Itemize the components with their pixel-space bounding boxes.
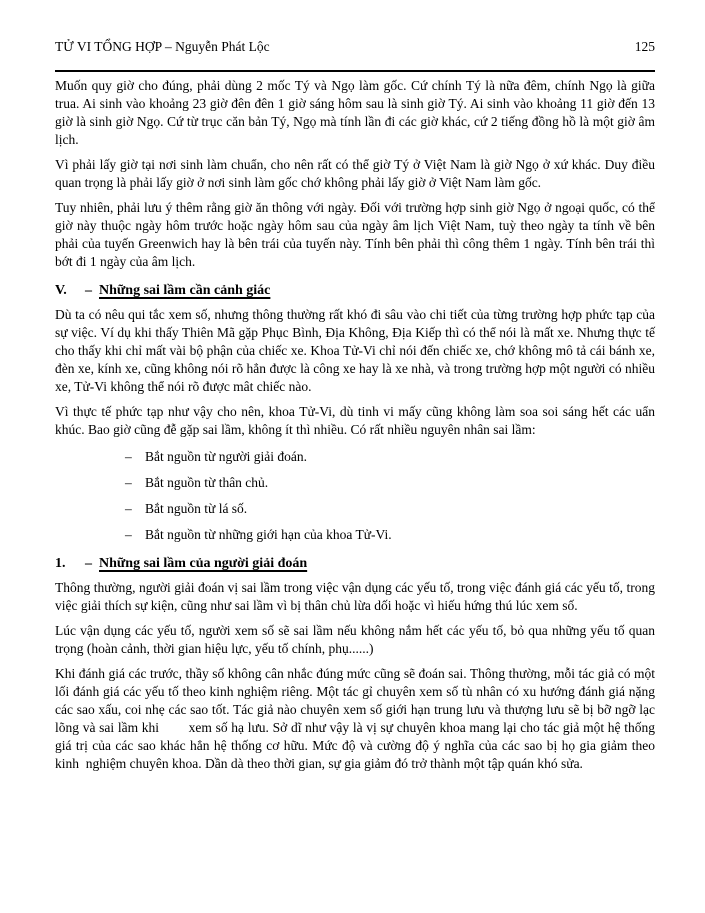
paragraph-qui-tac-xem-so: Dù ta có nêu qui tắc xem số, nhưng thông thường rất khó đi sâu vào chi tiết của từng trường hợp phức tạp của sự việc. Ví dụ khi thấy Thiên Mã gặp Phục Bình, Địa Không, Địa Kiếp thì có thể nói là mất xe. Nhưng thực tế cho thấy khi chỉ mất vài bộ phận của chiếc xe. Khoa Tử-Vi chỉ nói đến chiếc xe, chớ không mô tả cái bánh xe, đèn xe, kính xe, cũng không nói rõ hẳn được là công xe hay là xe nhà, và trong trường hợp một người có nhiều xe, Tử-Vi không thể nói rõ được mât chiếc nào. [55, 307, 655, 394]
bullet-text: Bắt nguồn từ lá số. [145, 501, 248, 516]
bullet-dash-icon: – [125, 527, 132, 542]
section-heading-1 [55, 555, 655, 573]
heading-title: Những sai lầm của người giải đoán [99, 556, 308, 571]
section-heading-v [55, 282, 655, 300]
paragraph-quy-gio: Muốn quy giờ cho đúng, phải dùng 2 mốc Tý và Ngọ làm gốc. Cứ chính Tý là nữa đêm, chính Ngọ là giữa trua. Ai sinh vào khoảng 23 giờ đên đên 1 giờ sáng hôm sau là sinh giờ Tý. Ai sinh vào khoảng 11 giờ đến 13 giờ là sinh giờ Ngọ. Cứ từ trục căn bản Tý, Ngọ mà tính lần đi các giờ khác, cứ 2 tiếng đồng hồ là một giờ âm lịch. [55, 78, 655, 147]
list-item [125, 526, 655, 544]
heading-dash: – [85, 283, 92, 298]
bullet-text: Bắt nguồn từ những giới hạn của khoa Tử-Vi. [145, 527, 392, 542]
heading-number: V. [55, 283, 67, 298]
bullet-text: Bắt nguồn từ người giải đoán. [145, 449, 308, 464]
book-title: TỬ VI TỔNG HỢP – Nguyễn Phát Lộc [55, 39, 270, 54]
bullet-list-nguyen-nhan [55, 448, 655, 544]
running-header [55, 38, 655, 55]
bullet-text: Bắt nguồn từ thân chủ. [145, 475, 269, 490]
heading-title: Những sai lầm cần cảnh giác [99, 283, 271, 298]
page-body [55, 77, 655, 773]
paragraph-danh-gia-cac-truoc: Khi đánh giá các trước, thầy số không cân nhắc đúng mức cũng sẽ đoán sai. Thông thường, mỗi tác giả có một lối đánh giá các yếu tố theo kinh nghiệm riêng. Một tác gỉ chuyên xem số tù nhân có xu hướng đánh giá nặng các sao xấu, coi nhẹ các sao tốt. Tác giả nào chuyên xem số giới hạn trung lưu và thượng lưu sẽ bị bỡ ngỡ lạc lõng và sai lầm khi xem số hạ lưu. Sở dĩ như vậy là vị sự chuyên khoa mang lại cho tác giả một hệ thống giá trị của các sao khác hẳn hệ thống cơ hữu. Mức độ và cường độ ý nghĩa của các sao bị họ gia giảm theo kinh nghiệm chuyên khoa. Dần dà theo thời gian, sự gia giảm đó trở thành một tập quán khó sửa. [55, 666, 655, 771]
list-item [125, 500, 655, 518]
list-item [125, 448, 655, 466]
list-item [125, 474, 655, 492]
bullet-dash-icon: – [125, 449, 132, 464]
bullet-dash-icon: – [125, 501, 132, 516]
paragraph-lay-gio-noi-sinh: Vì phải lấy giờ tại nơi sinh làm chuẩn, cho nên rất có thể giờ Tý ở Việt Nam là giờ Ngọ ở xứ khác. Duy điều quan trọng là phải lấy giờ ở nơi sinh làm gốc chớ không phải lấy giờ ở Việt Nam làm gốc. [55, 157, 655, 190]
bullet-dash-icon: – [125, 475, 132, 490]
page-number: 125 [634, 39, 655, 54]
paragraph-sai-lam-van-dung: Thông thường, người giải đoán vị sai lầm trong việc vận dụng các yếu tố, trong việc đánh giá các yếu tố, trong việc giải thích sự kiện, cũng như sai lầm vì bị thân chủ lừa dối hoặc vì hiếu hứng thú lúc xem số. [55, 580, 655, 613]
heading-number: 1. [55, 556, 66, 571]
paragraph-nguyen-nhan-sai-lam: Vì thực tế phức tạp như vậy cho nên, khoa Tử-Vi, dù tinh vi mấy cũng không làm soa soi sáng hết các uẩn khúc. Bao giờ cũng đễ gặp sai lầm, không ít thì nhiều. Có rất nhiều nguyên nhân sai lầm: [55, 404, 655, 437]
heading-dash: – [85, 556, 92, 571]
paragraph-gio-an-thong-voi-ngay: Tuy nhiên, phải lưu ý thêm rằng giờ ăn thông với ngày. Đối với trường hợp sinh giờ Ngọ ở ngoại quốc, có thể giờ này thuộc ngày hôm trước hoặc ngày hôm sau của ngày âm lịch Việt Nam, tuỳ theo ngày ta tính về bên phải của tuyến Greenwich hay là bên trái của tuyến này. Tính bên phải thì công thêm 1 ngày. Tính bên trái thì bớt đi 1 ngày của âm lịch. [55, 200, 655, 269]
paragraph-luc-van-dung-yeu-to: Lúc vận dụng các yếu tố, người xem số sẽ sai lầm nếu không nắm hết các yếu tố, bỏ qua những yếu tố quan trọng (hoàn cảnh, thời gian hiệu lực, yếu tố chính, phụ......) [55, 623, 655, 656]
header-rule [55, 70, 655, 72]
